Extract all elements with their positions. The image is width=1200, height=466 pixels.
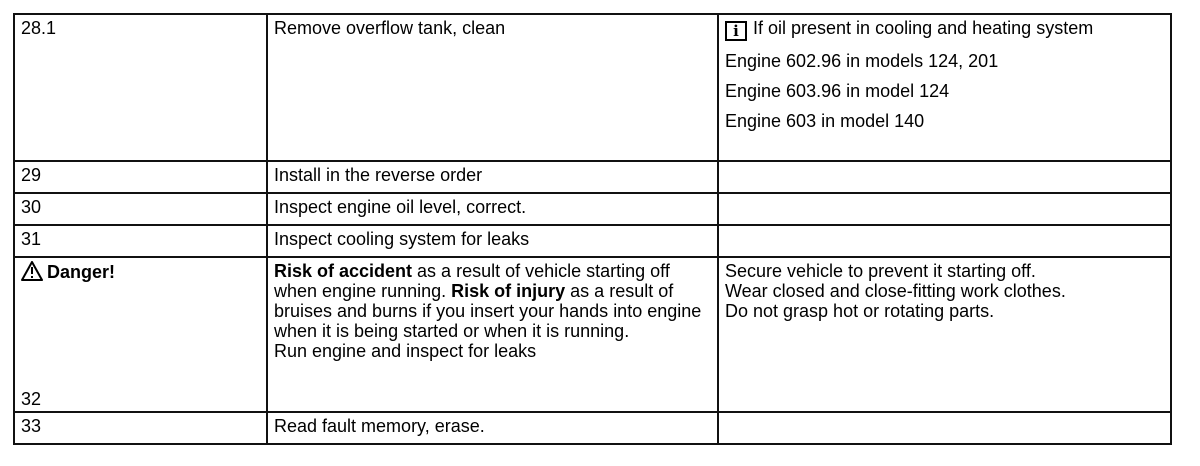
- step-note: [718, 412, 1171, 444]
- safety-measure: Wear closed and close-fitting work clothes.: [725, 281, 1066, 301]
- safety-measure: Secure vehicle to prevent it starting off.: [725, 261, 1036, 281]
- table-row: [14, 161, 1171, 193]
- step-action: Inspect engine oil level, correct.: [267, 193, 718, 225]
- risk-accident-text: as a result of vehicle starting off when engine running.: [274, 261, 670, 301]
- note-line: Engine 602.96 in models 124, 201: [725, 51, 999, 71]
- risk-accident-heading: Risk of accident: [274, 261, 413, 281]
- table-row: [14, 257, 1171, 412]
- step-number: 28.1: [14, 14, 267, 161]
- step-number: 33: [14, 412, 267, 444]
- step-action: Install in the reverse order: [267, 161, 718, 193]
- info-icon: i: [725, 21, 747, 41]
- step-action: Run engine and inspect for leaks: [274, 341, 537, 361]
- step-action: Inspect cooling system for leaks: [267, 225, 718, 257]
- step-number: 32: [21, 389, 42, 409]
- step-note: [718, 161, 1171, 193]
- step-action: Read fault memory, erase.: [267, 412, 718, 444]
- step-number: 30: [14, 193, 267, 225]
- note-intro: If oil present in cooling and heating system: [753, 18, 1094, 38]
- warning-triangle-icon: [21, 261, 43, 285]
- danger-description: [267, 257, 718, 412]
- danger-cell: [14, 257, 267, 412]
- risk-injury-heading: Risk of injury: [451, 281, 566, 301]
- note-line: Engine 603.96 in model 124: [725, 81, 950, 101]
- procedure-table: [13, 13, 1172, 445]
- table-row: [14, 14, 1171, 161]
- safety-measures: [718, 257, 1171, 412]
- table-row: [14, 412, 1171, 444]
- table-row: [14, 193, 1171, 225]
- step-note: [718, 193, 1171, 225]
- risk-injury-text: as a result of bruises and burns if you insert your hands into engine when it is being started or when it is running.: [274, 281, 702, 341]
- safety-measure: Do not grasp hot or rotating parts.: [725, 301, 995, 321]
- danger-label: Danger!: [47, 262, 116, 282]
- step-number: 29: [14, 161, 267, 193]
- note-line: Engine 603 in model 140: [725, 111, 925, 131]
- step-number: 31: [14, 225, 267, 257]
- step-note: [718, 14, 1171, 161]
- step-action: Remove overflow tank, clean: [267, 14, 718, 161]
- table-row: [14, 225, 1171, 257]
- step-note: [718, 225, 1171, 257]
